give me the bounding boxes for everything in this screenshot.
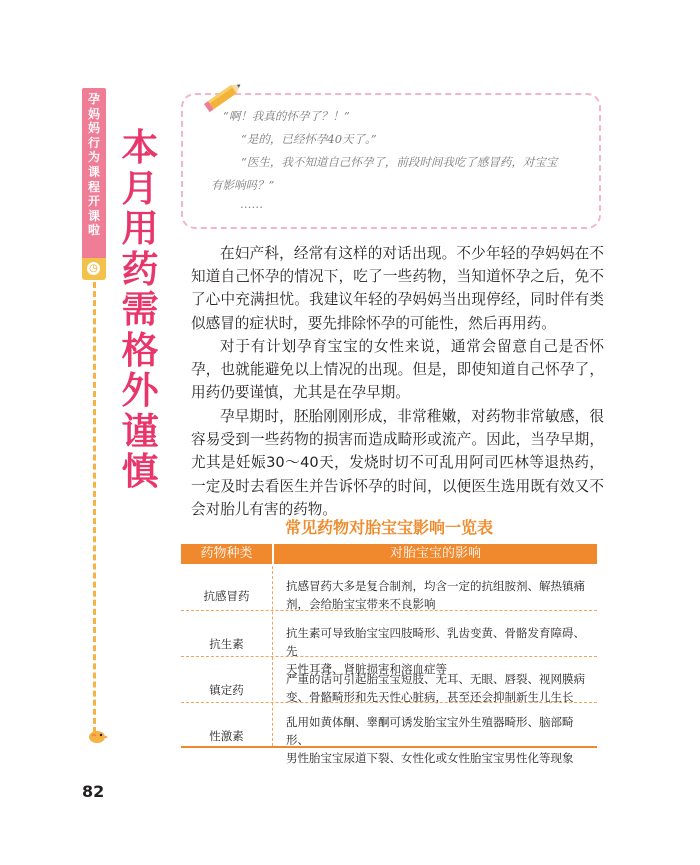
dialogue-line: “啊！我真的怀孕了？！” (223, 109, 350, 123)
table-cell-type: 抗感冒药 (203, 589, 250, 603)
dialogue-line: “医生，我不知道自己怀孕了，前段时间我吃了感冒药，对宝宝 (241, 155, 558, 169)
column-header-effect: 对胎宝宝的影响 (389, 546, 481, 561)
chick-icon (86, 728, 108, 744)
body-paragraph: 孕早期时，胚胎刚刚形成，非常稚嫩，对药物非常敏感，很容易受到一些药物的损害而造成畸形或流产。因此，当孕早期，尤其是妊娠30～40天，发烧时切不可乱用阿司匹林等退热药，一定及时去看医生并告诉怀孕的时间，以便医生选用既有效又不会对胎儿有害的药物。 (191, 408, 604, 518)
title-char: 用 (121, 207, 159, 250)
page-number: 82 (82, 782, 105, 801)
table-cell-type: 镇定药 (209, 683, 244, 697)
title-char: 本 (121, 126, 159, 169)
section-char: 孕 (87, 92, 100, 106)
title-char: 谨 (121, 409, 159, 453)
effect-line: 剂，会给胎宝宝带来不良影响 (286, 597, 436, 611)
drug-table (181, 566, 597, 765)
title-char: 慎 (121, 450, 159, 493)
section-char: 课 (87, 208, 100, 223)
table-header (181, 544, 597, 564)
effect-line: 抗感冒药大多是复合制剂，均含一定的抗组胺剂、解热镇痛 (286, 579, 585, 593)
section-char: 妈 (87, 106, 100, 121)
table-cell-type: 性激素 (209, 729, 244, 743)
section-char: 妈 (87, 121, 100, 136)
effect-line: 乱用如黄体酮、睾酮可诱发胎宝宝外生殖器畸形、脑部畸形、 (286, 715, 574, 747)
section-char: 行 (87, 135, 100, 150)
body-paragraph: 在妇产科，经常有这样的对话出现。不少年轻的孕妈妈在不知道自己怀孕的情况下，吃了一些药物，当知道怀孕之后，免不了心中充满担忧。我建议年轻的孕妈妈当出现停经，同时伴有类似感冒的症状时，要先排除怀孕的可能性，然后再用药。 (191, 245, 604, 332)
clock-icon: ◷ (87, 262, 100, 275)
effect-line: 抗生素可导致胎宝宝四肢畸形、乳齿变黄、骨骼发育障碍、先 (286, 626, 585, 658)
dialogue-line: …… (240, 197, 263, 211)
effect-line: 严重的话可引起胎宝宝短肢、无耳、无眼、唇裂、视网膜病 (286, 672, 585, 686)
table-cell-effect (286, 577, 591, 613)
table-title: 常见药物对胎宝宝影响一览表 (284, 518, 493, 537)
table-cell-type: 抗生素 (209, 637, 244, 651)
effect-line: 变、骨骼畸形和先天性心脏病，甚至还会抑制新生儿生长 (286, 690, 574, 704)
dialogue-line: “是的，已经怀孕40天了。” (241, 132, 377, 146)
title-char: 外 (121, 369, 159, 412)
title-char: 月 (121, 166, 159, 210)
table-cell-effect (286, 670, 591, 706)
section-char: 为 (87, 150, 100, 165)
table-cell-effect (286, 713, 591, 767)
effect-line: 天性耳聋、肾脏损害和溶血症等 (286, 662, 447, 676)
section-label (82, 92, 106, 238)
dialogue-line: 有影响吗？” (211, 178, 275, 192)
effect-line: 男性胎宝宝尿道下裂、女性化或女性胎宝宝男性化等现象 (286, 751, 574, 765)
body-paragraph: 对于有计划孕育宝宝的女性来说，通常会留意自己是否怀孕，也就能避免以上情况的出现。但是，即使知道自己怀孕了，用药仍要谨慎，尤其是在孕早期。 (191, 338, 604, 402)
title-char: 格 (121, 328, 159, 372)
title-char: 药 (121, 247, 159, 291)
title-char: 需 (121, 288, 159, 331)
page-title (118, 128, 162, 493)
section-char: 开 (87, 194, 100, 209)
section-char: 啦 (87, 223, 100, 238)
section-char: 课 (87, 164, 100, 179)
section-char: 程 (87, 179, 100, 194)
dashed-rail-line (93, 282, 96, 742)
column-header-type: 药物种类 (200, 546, 253, 561)
